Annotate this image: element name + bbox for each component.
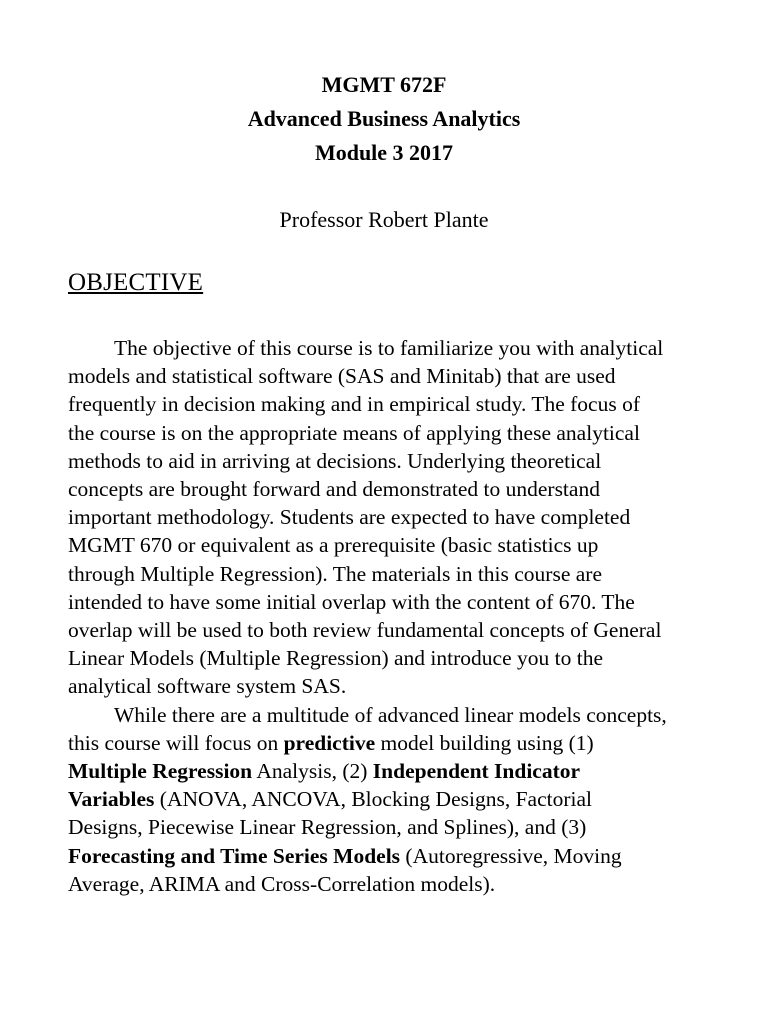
objective-heading: OBJECTIVE	[68, 269, 204, 296]
bold-term-forecasting: Forecasting and Time Series Models	[68, 843, 401, 868]
text-run: (Autoregressive, Moving	[400, 843, 622, 868]
paragraph-line: methods to aid in arriving at decisions. Underlying theoretical	[68, 448, 602, 473]
paragraph-line	[68, 729, 708, 757]
paragraph-line: frequently in decision making and in empirical study. The focus of	[68, 392, 640, 417]
paragraph-line: models and statistical software (SAS and Minitab) that are used	[68, 364, 616, 389]
paragraph-line	[68, 785, 708, 813]
professor-name: Professor Robert Plante	[279, 207, 489, 232]
paragraph-line: Designs, Piecewise Linear Regression, and Splines), and (3)	[68, 815, 587, 840]
text-run: (ANOVA, ANCOVA, Blocking Designs, Factorial	[154, 787, 592, 812]
bold-term-predictive: predictive	[283, 730, 376, 755]
paragraph-line: The objective of this course is to familiarize you with analytical	[114, 336, 664, 360]
bold-term-independent-indicator: Independent Indicator	[372, 759, 581, 784]
objective-paragraph-2	[68, 701, 708, 898]
course-term: Module 3 2017	[314, 140, 454, 165]
paragraph-line: MGMT 670 or equivalent as a prerequisite (basic statistics up	[68, 533, 599, 558]
paragraph-line: While there are a multitude of advanced linear models concepts,	[114, 702, 667, 727]
paragraph-line: intended to have some initial overlap with the content of 670. The	[68, 589, 635, 614]
paragraph-line: important methodology. Students are expected to have completed	[68, 505, 631, 530]
text-run: this course will focus on	[68, 730, 284, 755]
objective-paragraph-1	[68, 334, 708, 701]
paragraph-line: overlap will be used to both review fundamental concepts of General	[68, 618, 662, 643]
bold-term-multiple-regression: Multiple Regression	[68, 759, 253, 784]
paragraph-line: the course is on the appropriate means of applying these analytical	[68, 420, 640, 445]
paragraph-line: Linear Models (Multiple Regression) and introduce you to the	[68, 646, 603, 671]
text-run: Analysis, (2)	[252, 759, 373, 784]
course-code: MGMT 672F	[321, 72, 447, 97]
paragraph-line	[68, 757, 708, 785]
paragraph-line: Average, ARIMA and Cross-Correlation models).	[68, 871, 496, 896]
course-header	[0, 68, 768, 170]
paragraph-line: concepts are brought forward and demonstrated to understand	[68, 477, 600, 502]
bold-term-variables: Variables	[68, 787, 155, 812]
paragraph-line: through Multiple Regression). The materials in this course are	[68, 561, 602, 586]
paragraph-line: analytical software system SAS.	[68, 674, 347, 699]
text-run: model building using (1)	[375, 730, 594, 755]
paragraph-line	[68, 842, 708, 870]
course-title: Advanced Business Analytics	[247, 106, 521, 131]
objective-body	[68, 334, 708, 898]
